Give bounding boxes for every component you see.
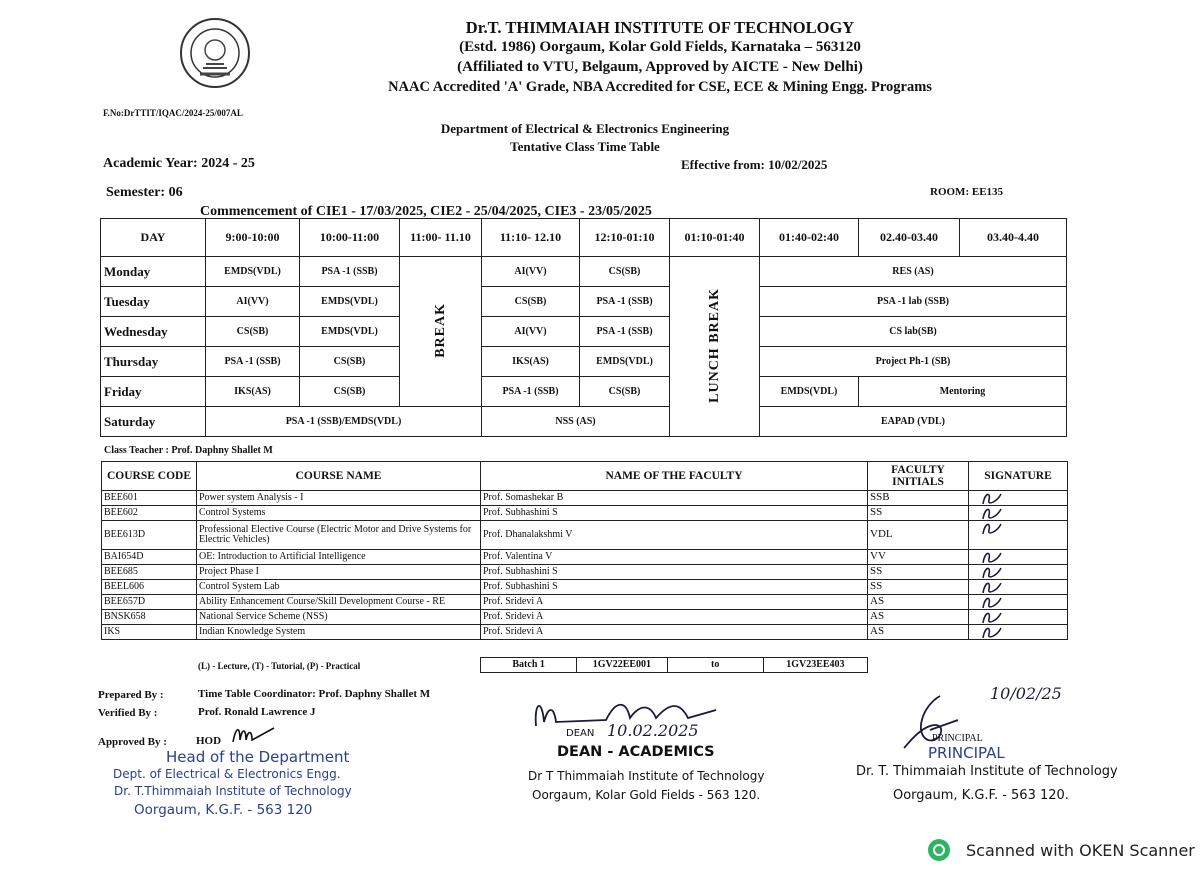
header-faculty-initials: FACULTY INITIALS (868, 462, 969, 491)
course-row (102, 550, 1068, 565)
course-table-body (102, 491, 1068, 640)
lunch-break-cell (670, 257, 760, 437)
approved-by-value: HOD (196, 735, 222, 747)
institute-accreditation: NAAC Accredited 'A' Grade, NBA Accredited for CSE, ECE & Mining Engg. Programs (388, 79, 932, 95)
course-row (102, 521, 1068, 550)
period-cell: AI(VV) (482, 257, 580, 287)
course-row (102, 491, 1068, 506)
header-slot-6: 02.40-03.40 (859, 219, 960, 257)
faculty-name: Prof. Sridevi A (481, 595, 868, 610)
course-name: Ability Enhancement Course/Skill Development Course - RE (197, 595, 481, 610)
period-cell: IKS(AS) (482, 347, 580, 377)
signature-icon (975, 505, 1015, 521)
signature-cell (969, 610, 1068, 625)
faculty-name: Prof. Somashekar B (481, 491, 868, 506)
timetable-row (101, 287, 1067, 317)
semester: Semester: 06 (106, 185, 183, 200)
institute-address: (Estd. 1986) Oorgaum, Kolar Gold Fields, Karnataka – 563120 (459, 39, 861, 55)
scanner-text: Scanned with OKEN Scanner (966, 840, 1195, 860)
course-row (102, 565, 1068, 580)
day-cell: Monday (101, 257, 206, 287)
prepared-by-label: Prepared By : (98, 689, 164, 701)
approved-by-label: Approved By : (98, 736, 167, 748)
course-code: BEE613D (102, 521, 197, 550)
room-number: ROOM: EE135 (930, 186, 1004, 198)
afternoon-cell: Project Ph-1 (SB) (760, 347, 1067, 377)
batch-from: 1GV22EE001 (576, 657, 666, 673)
header-slot-7: 03.40-4.40 (960, 219, 1067, 257)
period-cell: AI(VV) (482, 317, 580, 347)
period-cell: CS(SB) (206, 317, 300, 347)
course-code: BAI654D (102, 550, 197, 565)
period-cell: AI(VV) (206, 287, 300, 317)
header-day: DAY (101, 219, 206, 257)
timetable-row (101, 377, 1067, 407)
effective-date: Effective from: 10/02/2025 (681, 157, 828, 172)
signature-icon (975, 594, 1015, 610)
signature-icon (975, 549, 1015, 565)
batch-to-word: to (667, 657, 763, 673)
header-slot-4: 12:10-01:10 (580, 219, 670, 257)
faculty-initials: VDL (868, 521, 969, 550)
course-name: OE: Introduction to Artificial Intelligence (197, 550, 481, 565)
course-name: Control Systems (197, 506, 481, 521)
principal-stamp-line: Oorgaum, K.G.F. - 563 120. (893, 788, 1069, 803)
verified-by-value: Prof. Ronald Lawrence J (198, 706, 316, 718)
course-code: BEE602 (102, 506, 197, 521)
day-cell: Tuesday (101, 287, 206, 317)
document-title: Tentative Class Time Table (510, 139, 660, 154)
cie-commencement: Commencement of CIE1 - 17/03/2025, CIE2 - 25/04/2025, CIE3 - 23/05/2025 (200, 204, 652, 219)
principal-label: PRINCIPAL (932, 733, 983, 744)
day-cell: Wednesday (101, 317, 206, 347)
signature-cell (969, 521, 1068, 550)
signature-cell (969, 550, 1068, 565)
period-cell: CS(SB) (482, 287, 580, 317)
period-cell: EMDS(VDL) (300, 317, 400, 347)
header-break: 11:00- 11.10 (400, 219, 482, 257)
header-course-name: COURSE NAME (197, 462, 481, 491)
break-cell (400, 257, 482, 407)
faculty-name: Prof. Valentina V (481, 550, 868, 565)
period-cell: PSA -1 (SSB) (206, 347, 300, 377)
period-cell: IKS(AS) (206, 377, 300, 407)
faculty-initials: VV (868, 550, 969, 565)
period-cell: PSA -1 (SSB) (482, 377, 580, 407)
course-name: Indian Knowledge System (197, 625, 481, 640)
signature-cell (969, 506, 1068, 521)
signature-cell (969, 625, 1068, 640)
course-name: Control System Lab (197, 580, 481, 595)
prepared-by-value: Time Table Coordinator: Prof. Daphny Shallet M (198, 688, 431, 700)
course-code: BEE685 (102, 565, 197, 580)
period-cell: EMDS(VDL) (206, 257, 300, 287)
faculty-initials: SS (868, 565, 969, 580)
hod-stamp-line: Oorgaum, K.G.F. - 563 120 (134, 802, 313, 818)
period-cell: CS(SB) (580, 377, 670, 407)
afternoon-cell: PSA -1 lab (SSB) (760, 287, 1067, 317)
faculty-name: Prof. Sridevi A (481, 610, 868, 625)
faculty-initials: AS (868, 610, 969, 625)
faculty-name: Prof. Subhashini S (481, 506, 868, 521)
header-lunch: 01:10-01:40 (670, 219, 760, 257)
header-slot-1: 9:00-10:00 (206, 219, 300, 257)
principal-stamp-title: PRINCIPAL (928, 744, 1005, 762)
scanner-logo-icon (928, 839, 950, 861)
course-row (102, 506, 1068, 521)
course-name: Power system Analysis - I (197, 491, 481, 506)
timetable-row (101, 407, 1067, 437)
timetable-row (101, 257, 1067, 287)
header-course-code: COURSE CODE (102, 462, 197, 491)
day-cell: Friday (101, 377, 206, 407)
timetable-row (101, 347, 1067, 377)
signature-icon (975, 564, 1015, 580)
period-cell: EMDS(VDL) (300, 287, 400, 317)
afternoon-cell: RES (AS) (760, 257, 1067, 287)
period-cell: PSA -1 (SSB) (580, 287, 670, 317)
header-signature: SIGNATURE (969, 462, 1068, 491)
hod-stamp-line: Dr. T.Thimmaiah Institute of Technology (114, 784, 352, 798)
timetable (100, 218, 1067, 437)
course-row (102, 595, 1068, 610)
hod-stamp-line: Head of the Department (166, 748, 350, 766)
course-row (102, 610, 1068, 625)
faculty-name: Prof. Dhanalakshmi V (481, 521, 868, 550)
header-faculty-name: NAME OF THE FACULTY (481, 462, 868, 491)
department-name: Department of Electrical & Electronics Engineering (440, 121, 730, 136)
afternoon-cell: CS lab(SB) (760, 317, 1067, 347)
timetable-row (101, 317, 1067, 347)
course-header-row (102, 462, 1068, 491)
faculty-initials: SS (868, 580, 969, 595)
faculty-initials: SSB (868, 491, 969, 506)
period-cell: PSA -1 (SSB) (580, 317, 670, 347)
signature-cell (969, 595, 1068, 610)
course-code: BEE601 (102, 491, 197, 506)
hod-stamp-line: Dept. of Electrical & Electronics Engg. (113, 767, 341, 781)
course-code: BEE657D (102, 595, 197, 610)
afternoon-cell: Mentoring (859, 377, 1067, 407)
timetable-header-row (101, 219, 1067, 257)
midday-cell: NSS (AS) (482, 407, 670, 437)
scanner-watermark (928, 839, 1195, 861)
course-code: IKS (102, 625, 197, 640)
dean-stamp-line: Dr T Thimmaiah Institute of Technology (528, 769, 765, 783)
afternoon-cell: EMDS(VDL) (760, 377, 859, 407)
faculty-name: Prof. Sridevi A (481, 625, 868, 640)
faculty-name: Prof. Subhashini S (481, 580, 868, 595)
course-code: BEEL606 (102, 580, 197, 595)
batch-row (480, 657, 868, 673)
verified-by-label: Verified By : (98, 707, 158, 719)
hod-signature-icon (230, 722, 280, 751)
principal-stamp-line: Dr. T. Thimmaiah Institute of Technology (856, 764, 1118, 779)
academic-year: Academic Year: 2024 - 25 (103, 156, 255, 171)
afternoon-cell: EAPAD (VDL) (760, 407, 1067, 437)
break-label: BREAK (432, 302, 448, 358)
course-row (102, 580, 1068, 595)
faculty-initials: SS (868, 506, 969, 521)
course-row (102, 625, 1068, 640)
course-table (101, 461, 1068, 640)
morning-cell: PSA -1 (SSB)/EMDS(VDL) (206, 407, 482, 437)
class-teacher: Class Teacher : Prof. Daphny Shallet M (104, 445, 273, 456)
faculty-name: Prof. Subhashini S (481, 565, 868, 580)
header-slot-3: 11:10- 12.10 (482, 219, 580, 257)
signature-cell (969, 580, 1068, 595)
legend: (L) - Lecture, (T) - Tutorial, (P) - Practical (198, 661, 361, 671)
period-cell: PSA -1 (SSB) (300, 257, 400, 287)
period-cell: CS(SB) (300, 347, 400, 377)
course-name: Project Phase I (197, 565, 481, 580)
header-slot-2: 10:00-11:00 (300, 219, 400, 257)
course-code: BNSK658 (102, 610, 197, 625)
day-cell: Thursday (101, 347, 206, 377)
signature-icon (975, 579, 1015, 595)
period-cell: CS(SB) (300, 377, 400, 407)
period-cell: CS(SB) (580, 257, 670, 287)
principal-date: 10/02/25 (990, 684, 1062, 703)
signature-cell (969, 565, 1068, 580)
institute-affiliation: (Affiliated to VTU, Belgaum, Approved by AICTE - New Delhi) (457, 59, 863, 75)
faculty-initials: AS (868, 595, 969, 610)
institute-name: Dr.T. THIMMAIAH INSTITUTE OF TECHNOLOGY (465, 18, 855, 37)
period-cell: EMDS(VDL) (580, 347, 670, 377)
batch-to: 1GV23EE403 (763, 657, 868, 673)
file-number: F.No:DrTTIT/IQAC/2024-25/007AL (103, 108, 243, 118)
signature-icon (975, 624, 1015, 640)
institute-logo (178, 16, 252, 90)
day-cell: Saturday (101, 407, 206, 437)
signature-icon (975, 520, 1015, 536)
batch-label: Batch 1 (480, 657, 576, 673)
dean-date: 10.02.2025 (607, 721, 699, 740)
signature-icon (975, 609, 1015, 625)
faculty-initials: AS (868, 625, 969, 640)
course-name: Professional Elective Course (Electric Motor and Drive Systems for Electric Vehicles) (197, 521, 481, 550)
lunch-break-label: LUNCH BREAK (706, 287, 722, 403)
dean-stamp-line: Oorgaum, Kolar Gold Fields - 563 120. (532, 788, 761, 802)
dean-stamp-title: DEAN - ACADEMICS (557, 744, 715, 760)
header-slot-5: 01:40-02:40 (760, 219, 859, 257)
signature-icon (975, 490, 1015, 506)
course-name: National Service Scheme (NSS) (197, 610, 481, 625)
signature-cell (969, 491, 1068, 506)
dean-label: DEAN (566, 728, 595, 739)
